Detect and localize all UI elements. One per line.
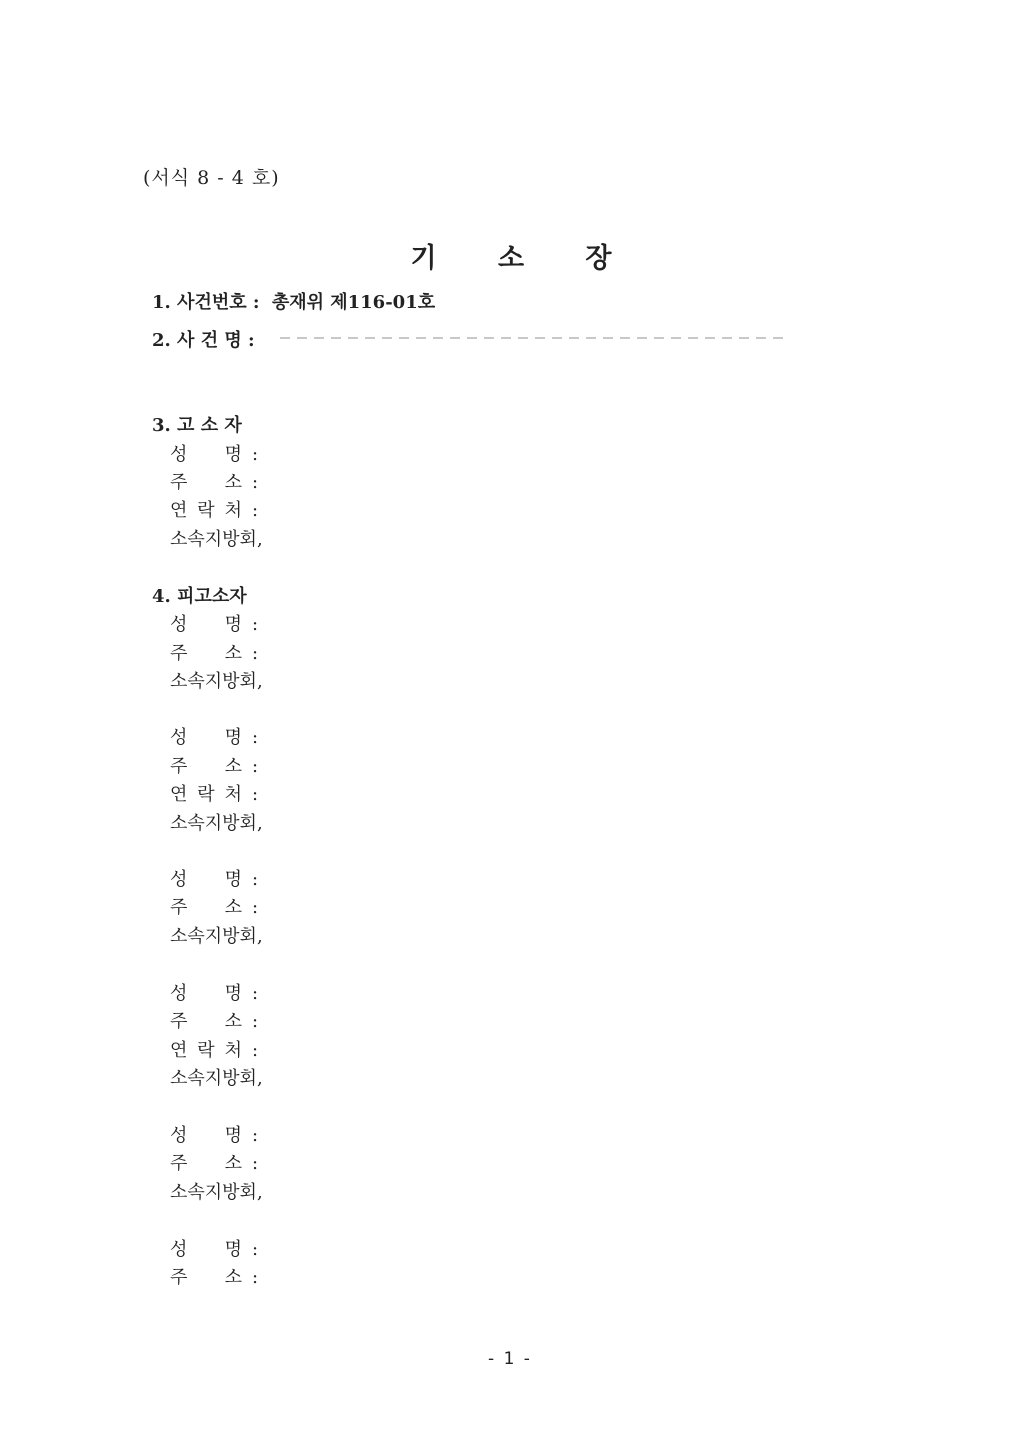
- defendant-1-branch-row: 소속지방회,: [170, 671, 263, 692]
- defendant-4-address-row: 주 소 :: [170, 1011, 259, 1032]
- complainant-contact-row: 연 락 처 :: [170, 496, 258, 522]
- redacted-case-name: [280, 327, 810, 335]
- defendant-2-address-row: 주 소 :: [170, 756, 259, 777]
- defendant-4-contact-row: 연 락 처 :: [170, 1040, 259, 1061]
- complainant-heading: 3. 고 소 자: [152, 415, 242, 436]
- defendant-5-name-row: 성 명 :: [170, 1125, 259, 1146]
- complainant-contact-label: 연 락 처: [170, 500, 242, 521]
- defendant-4-branch-row: 소속지방회,: [170, 1068, 263, 1089]
- complainant-address-row: 주 소 :: [170, 468, 258, 494]
- case-number-row: [152, 288, 435, 314]
- case-number-label: 1. 사건번호 :: [152, 292, 260, 313]
- defendant-3-branch-row: 소속지방회,: [170, 926, 263, 947]
- document-title: 기 소 장: [410, 243, 638, 274]
- defendant-1-address-row: 주 소 :: [170, 643, 259, 664]
- complainant-address-label: 주 소: [170, 472, 242, 493]
- defendant-6-name-row: 성 명 :: [170, 1239, 259, 1260]
- defendant-1-name-row: 성 명 :: [170, 614, 259, 635]
- complainant-branch-label: 소속지방회,: [170, 529, 263, 550]
- complainant-branch-row: [170, 525, 263, 551]
- defendant-3-name-row: 성 명 :: [170, 869, 259, 890]
- complainant-name-row: 성 명 :: [170, 440, 258, 466]
- defendant-2-branch-row: 소속지방회,: [170, 813, 263, 834]
- case-name-row: [152, 326, 255, 352]
- defendant-6-address-row: 주 소 :: [170, 1267, 259, 1288]
- form-number: (서식 8 - 4 호): [143, 167, 280, 189]
- page-number: - 1 -: [488, 1349, 532, 1369]
- case-name-label: 2. 사 건 명 :: [152, 330, 255, 351]
- defendant-5-address-row: 주 소 :: [170, 1153, 259, 1174]
- defendant-5-branch-row: 소속지방회,: [170, 1182, 263, 1203]
- case-number-value: 총재위 제116-01호: [271, 292, 436, 313]
- defendant-2-name-row: 성 명 :: [170, 727, 259, 748]
- defendant-3-address-row: 주 소 :: [170, 897, 259, 918]
- defendant-4-name-row: 성 명 :: [170, 983, 259, 1004]
- complainant-name-label: 성 명: [170, 444, 242, 465]
- defendant-heading: 4. 피고소자: [152, 586, 247, 607]
- defendant-2-contact-row: 연 락 처 :: [170, 784, 259, 805]
